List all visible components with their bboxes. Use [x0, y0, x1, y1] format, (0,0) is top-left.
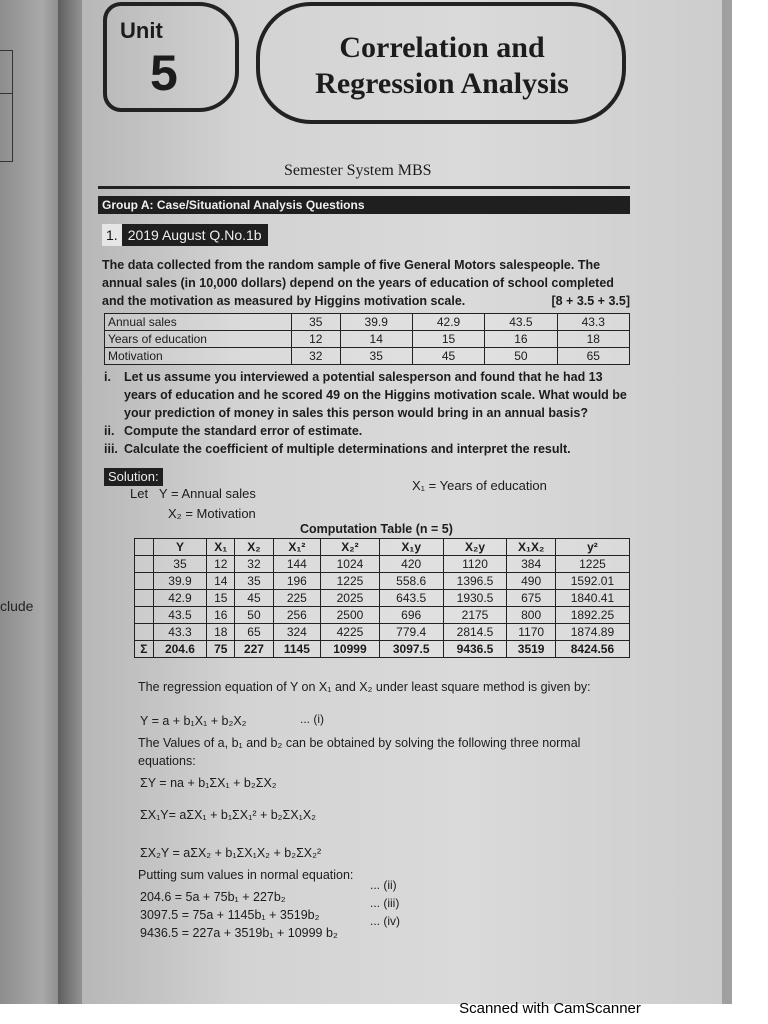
table-cell: 14	[207, 573, 235, 590]
table-cell: 800	[507, 607, 556, 624]
table-cell: 779.4	[379, 624, 443, 641]
table-cell: 1120	[443, 556, 507, 573]
sum-row	[135, 641, 630, 658]
normal-equation-2: ΣX₁Y= aΣX₁ + b₁ΣX₁² + b₂ΣX₁X₂	[140, 808, 317, 822]
chapter-title: Correlation and Regression Analysis	[315, 31, 569, 100]
header-row	[135, 539, 630, 556]
table-cell: 2025	[321, 590, 380, 607]
table-cell: 1024	[321, 556, 380, 573]
normal-equation-1: ΣY = na + b₁ΣX₁ + b₂ΣX₂	[140, 776, 277, 790]
table-cell	[135, 539, 154, 556]
table-cell: 15	[207, 590, 235, 607]
definitions: Let Y = Annual sales X₂ = Motivation	[130, 486, 256, 521]
table-cell: 12	[207, 556, 235, 573]
table-cell: 227	[235, 641, 273, 658]
table-cell: 4225	[321, 624, 380, 641]
table-cell: 2500	[321, 607, 380, 624]
equation-tag-iii: ... (iii)	[370, 896, 400, 910]
table-cell: 324	[273, 624, 320, 641]
table-cell: 256	[273, 607, 320, 624]
row-label: Annual sales	[105, 314, 292, 331]
table-cell: X₁	[207, 539, 235, 556]
table-cell: 12	[292, 331, 341, 348]
table-row	[135, 590, 630, 607]
table-cell: 8424.56	[555, 641, 629, 658]
x1-definition: X₁ = Years of education	[412, 478, 547, 493]
table-cell	[135, 590, 154, 607]
table-cell: 2175	[443, 607, 507, 624]
equation-tag-iv: ... (iv)	[370, 914, 400, 928]
table-cell: 3097.5	[379, 641, 443, 658]
page-edge	[722, 0, 732, 1004]
table-cell: 3519	[507, 641, 556, 658]
row-label: Years of education	[105, 331, 292, 348]
table-cell: 16	[207, 607, 235, 624]
table-cell: 643.5	[379, 590, 443, 607]
question-label: 1. 2019 August Q.No.1b	[102, 224, 268, 246]
x2-definition: X₂ = Motivation	[168, 506, 256, 521]
table-cell	[135, 573, 154, 590]
question-marks: [8 + 3.5 + 3.5]	[551, 294, 630, 308]
table-cell: 1840.41	[555, 590, 629, 607]
table-cell: 420	[379, 556, 443, 573]
table-cell: 45	[412, 348, 484, 365]
regression-equation: Y = a + b₁X₁ + b₂X₂	[140, 714, 247, 728]
table-cell: X₂y	[443, 539, 507, 556]
table-row	[105, 314, 630, 331]
table-cell: 384	[507, 556, 556, 573]
equation-tag-i: ... (i)	[300, 712, 324, 726]
scanner-watermark: Scanned with CamScanner	[459, 1000, 641, 1017]
table-cell: 42.9	[412, 314, 484, 331]
sub-question: iii. Calculate the coefficient of multiple determinations and interpret the result.	[104, 442, 571, 456]
table-cell: 65	[557, 348, 629, 365]
table-row	[135, 556, 630, 573]
unit-label: Unit	[120, 18, 163, 43]
table-cell: 35	[292, 314, 341, 331]
sub-question: ii. Compute the standard error of estimate.	[104, 424, 363, 438]
substituted-equation-3: 9436.5 = 227a + 3519b₁ + 10999 b₂	[140, 926, 338, 940]
table-cell: 1930.5	[443, 590, 507, 607]
table-cell: 225	[273, 590, 320, 607]
table-cell: 43.3	[153, 624, 207, 641]
solution-label: Solution:	[104, 468, 163, 486]
table-row	[105, 348, 630, 365]
equation-tag-ii: ... (ii)	[370, 878, 397, 892]
table-cell: X₁y	[379, 539, 443, 556]
table-cell	[135, 624, 154, 641]
table-cell: 1874.89	[555, 624, 629, 641]
table-cell: 50	[235, 607, 273, 624]
table-cell: 39.9	[340, 314, 412, 331]
group-heading: Group A: Case/Situational Analysis Questions	[98, 196, 630, 214]
table-cell: 1225	[321, 573, 380, 590]
values-text: The Values of a, b₁ and b₂ can be obtained by solving the following three normal equations:	[138, 736, 581, 768]
table-cell: 39.9	[153, 573, 207, 590]
table-cell: 1396.5	[443, 573, 507, 590]
table-cell: 65	[235, 624, 273, 641]
table-cell: 75	[207, 641, 235, 658]
table-cell: 1892.25	[555, 607, 629, 624]
table-cell: 9436.5	[443, 641, 507, 658]
table-cell: 43.5	[485, 314, 557, 331]
table-cell: Σ	[135, 641, 154, 658]
table-cell	[135, 556, 154, 573]
table-cell: 18	[557, 331, 629, 348]
table-cell: 32	[235, 556, 273, 573]
table-cell: 2814.5	[443, 624, 507, 641]
regression-intro: The regression equation of Y on X₁ and X₂ under least square method is given by:	[138, 680, 591, 694]
sub-questions	[104, 368, 630, 458]
table-cell: 18	[207, 624, 235, 641]
unit-number: 5	[150, 45, 178, 101]
table-cell: 204.6	[153, 641, 207, 658]
table-cell: 16	[485, 331, 557, 348]
table-cell: 1170	[507, 624, 556, 641]
y-definition: Y = Annual sales	[158, 486, 256, 501]
left-page-word: clude	[0, 598, 34, 614]
table-cell: 1145	[273, 641, 320, 658]
left-page-table-fragment	[0, 50, 13, 162]
table-cell: X₂²	[321, 539, 380, 556]
data-table	[104, 313, 630, 365]
table-row	[135, 624, 630, 641]
table-cell: 35	[340, 348, 412, 365]
table-cell: X₁²	[273, 539, 320, 556]
table-cell: 144	[273, 556, 320, 573]
divider	[98, 186, 630, 189]
table-cell: 1592.01	[555, 573, 629, 590]
series-heading: Semester System MBS	[284, 162, 432, 179]
table-cell: 696	[379, 607, 443, 624]
table-cell: 1225	[555, 556, 629, 573]
table-cell: 558.6	[379, 573, 443, 590]
normal-equation-3: ΣX₂Y = aΣX₂ + b₁ΣX₁X₂ + b₂ΣX₂²	[140, 846, 322, 860]
substituted-equation-1: 204.6 = 5a + 75b₁ + 227b₂	[140, 890, 286, 904]
table-row	[135, 573, 630, 590]
table-cell: 196	[273, 573, 320, 590]
row-label: Motivation	[105, 348, 292, 365]
sub-question: i. Let us assume you interviewed a potential salesperson and found that he had 13 years of education and he scored 49 on the Higgins motivation scale. What would be your prediction of money in sales this person would bring in an annual basis?	[104, 370, 627, 420]
table-cell: 42.9	[153, 590, 207, 607]
table-cell	[135, 607, 154, 624]
table-cell: 45	[235, 590, 273, 607]
table-cell: 10999	[321, 641, 380, 658]
table-cell: Y	[153, 539, 207, 556]
table-cell: X₂	[235, 539, 273, 556]
table-cell: 43.5	[153, 607, 207, 624]
table-cell: 35	[153, 556, 207, 573]
table-cell: X₁X₂	[507, 539, 556, 556]
table-cell: 15	[412, 331, 484, 348]
table-cell: 490	[507, 573, 556, 590]
table-row	[135, 607, 630, 624]
table-cell: 675	[507, 590, 556, 607]
table-cell: 43.3	[557, 314, 629, 331]
table-cell: 35	[235, 573, 273, 590]
table-row	[105, 331, 630, 348]
table-cell: y²	[555, 539, 629, 556]
table-cell: 50	[485, 348, 557, 365]
computation-table	[134, 538, 630, 658]
substituted-equation-2: 3097.5 = 75a + 1145b₁ + 3519b₂	[140, 908, 320, 922]
putting-text: Putting sum values in normal equation:	[138, 868, 354, 882]
question-intro: The data collected from the random sample of five General Motors salespeople. The annual sales (in 10,000 dollars) depend on the years of education of school completed and the motivation as measured by Higgins motivation scale. [8 + 3.5 + 3.5]	[102, 258, 630, 308]
table-cell: 32	[292, 348, 341, 365]
computation-table-title: Computation Table (n = 5)	[300, 522, 453, 536]
table-cell: 14	[340, 331, 412, 348]
